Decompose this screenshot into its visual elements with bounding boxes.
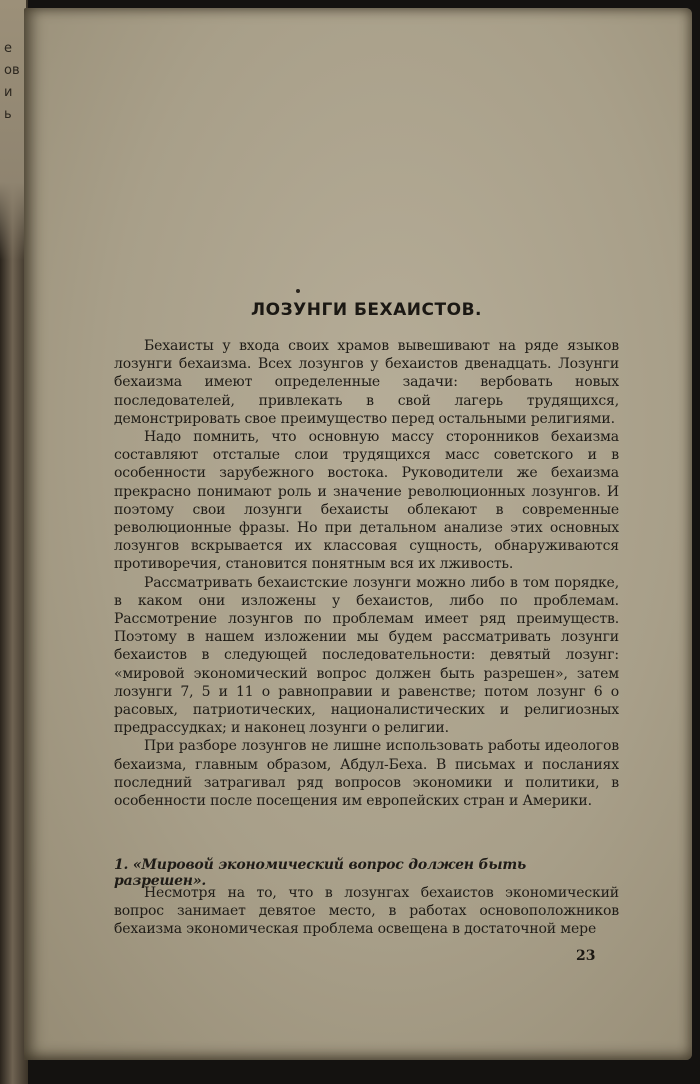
paragraph: При разборе лозунгов не лишне использовать работы идеологов бехаизма, главным образом, Абдул-Беха. В письмах и посланиях последний затрагивал ряд вопросов экономики и политики, в особенности после посещения им европейских стран и Америки. bbox=[114, 738, 619, 810]
prev-page-fragment: ь bbox=[4, 107, 12, 122]
prev-page-fragment: е bbox=[4, 41, 12, 56]
paragraph: Несмотря на то, что в лозунгах бехаистов экономический вопрос занимает девятое место, в работах основоположников бехаизма экономическая проблема освещена в достаточной мере bbox=[114, 885, 619, 938]
prev-page-fragment: и bbox=[4, 85, 13, 100]
ink-dot bbox=[296, 289, 300, 293]
paragraph: Рассматривать бехаистские лозунги можно либо в том порядке, в каком они изложены у бехаистов, либо по проблемам. Рассмотрение лозунгов по проблемам имеет ряд преимуществ. Поэтому в нашем изложении мы будем рассматривать лозунги бехаистов в следующей последовательности: девятый лозунг: «мировой экономический вопрос должен быть разрешен», затем лозунги 7, 5 и 11 о равноправии и равенстве; потом лозунг 6 о расовых, патриотических, националистических и религиозных предрассудках; и наконец лозунги о религии. bbox=[114, 574, 619, 737]
page-content bbox=[114, 8, 619, 1060]
previous-page-edge bbox=[0, 0, 26, 260]
section-heading: 1. «Мировой экономический вопрос должен быть разрешен». bbox=[114, 857, 527, 889]
main-text bbox=[114, 337, 619, 810]
book-page bbox=[24, 8, 692, 1060]
paragraph: Бехаисты у входа своих храмов вывешивают на ряде языков лозунги бехаизма. Всех лозунгов у бехаистов двенадцать. Лозунги бехаизма имеют определенные задачи: вербовать новых последователей, привлекать в свой лагерь трудящихся, демонстрировать свое преимущество перед остальными религиями. bbox=[114, 338, 619, 427]
paragraph: Надо помнить, что основную массу сторонников бехаизма составляют отсталые слои трудящихся масс советского и в особенности зарубежного востока. Руководители же бехаизма прекрасно понимают роль и значение революционных лозунгов. И поэтому свои лозунги бехаисты облекают в современные революционные фразы. Но при детальном анализе этих основных лозунгов вскрывается их классовая сущность, обнаруживаются противоречия, становится понятным вся их лживость. bbox=[114, 429, 619, 573]
page-title: ЛОЗУНГИ БЕХАИСТОВ. bbox=[251, 300, 482, 320]
section-text bbox=[114, 884, 619, 939]
prev-page-fragment: ов bbox=[4, 63, 20, 78]
page-number: 23 bbox=[576, 948, 596, 964]
